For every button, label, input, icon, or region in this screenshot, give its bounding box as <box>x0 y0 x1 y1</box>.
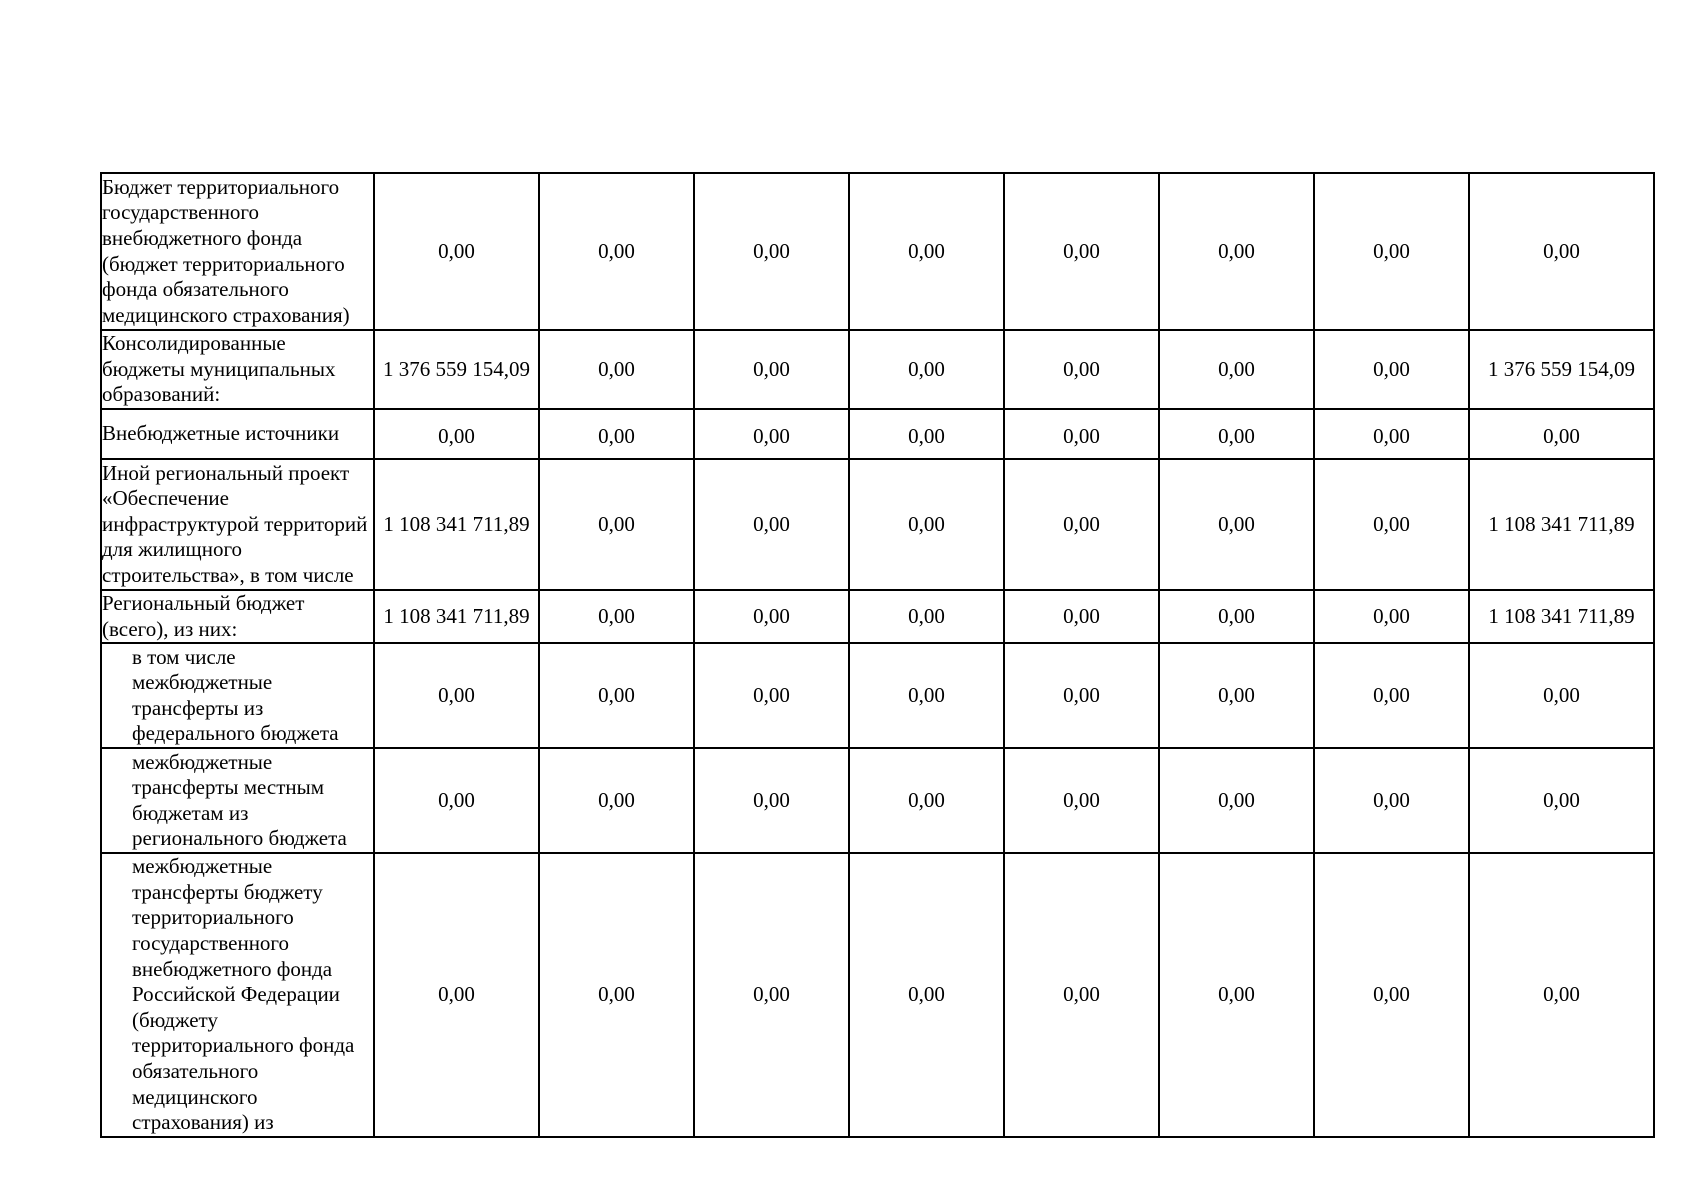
value-cell: 0,00 <box>694 330 849 409</box>
value-cell: 0,00 <box>1314 459 1469 590</box>
row-label: межбюджетные трансферты местным бюджетам из регионального бюджета <box>101 748 374 853</box>
value-cell: 0,00 <box>1314 409 1469 459</box>
row-label: Бюджет территориального государственного внебюджетного фонда (бюджет территориального фонда обязательного медицинского страхования) <box>101 173 374 330</box>
value-cell: 0,00 <box>1469 643 1654 748</box>
value-cell: 0,00 <box>1004 590 1159 643</box>
value-cell: 0,00 <box>539 459 694 590</box>
table-row <box>101 409 1654 459</box>
value-cell: 0,00 <box>849 330 1004 409</box>
value-cell: 0,00 <box>694 590 849 643</box>
table-row <box>101 748 1654 853</box>
value-cell: 0,00 <box>694 643 849 748</box>
value-cell: 0,00 <box>1314 853 1469 1137</box>
value-cell: 0,00 <box>1004 330 1159 409</box>
table-row <box>101 173 1654 330</box>
value-cell: 0,00 <box>374 409 539 459</box>
table-row <box>101 330 1654 409</box>
value-cell: 0,00 <box>1314 173 1469 330</box>
value-cell: 0,00 <box>539 853 694 1137</box>
value-cell: 0,00 <box>849 748 1004 853</box>
value-cell: 0,00 <box>1159 853 1314 1137</box>
value-cell: 0,00 <box>694 748 849 853</box>
value-cell: 0,00 <box>1004 459 1159 590</box>
value-cell: 0,00 <box>694 853 849 1137</box>
value-cell: 0,00 <box>1004 643 1159 748</box>
value-cell: 0,00 <box>539 590 694 643</box>
table-row <box>101 643 1654 748</box>
value-cell: 0,00 <box>1004 748 1159 853</box>
value-cell: 0,00 <box>539 330 694 409</box>
row-label: Консолидированные бюджеты муниципальных образований: <box>101 330 374 409</box>
value-cell: 0,00 <box>539 643 694 748</box>
value-cell: 0,00 <box>1159 643 1314 748</box>
value-cell: 1 376 559 154,09 <box>1469 330 1654 409</box>
value-cell: 0,00 <box>1314 748 1469 853</box>
value-cell: 0,00 <box>1159 590 1314 643</box>
value-cell: 0,00 <box>1469 853 1654 1137</box>
row-label: межбюджетные трансферты бюджету территориального государственного внебюджетного фонда Российской Федерации (бюджету территориального фонда обязательного медицинского страхования) из <box>101 853 374 1137</box>
value-cell: 0,00 <box>1159 459 1314 590</box>
table-row <box>101 853 1654 1137</box>
value-cell: 0,00 <box>539 173 694 330</box>
value-cell: 0,00 <box>849 409 1004 459</box>
budget-table <box>100 172 1655 1138</box>
value-cell: 0,00 <box>1469 748 1654 853</box>
row-label: Внебюджетные источники <box>101 409 374 459</box>
value-cell: 0,00 <box>849 643 1004 748</box>
value-cell: 0,00 <box>1159 409 1314 459</box>
value-cell: 0,00 <box>1314 330 1469 409</box>
value-cell: 0,00 <box>849 173 1004 330</box>
value-cell: 0,00 <box>849 853 1004 1137</box>
row-label: в том числе межбюджетные трансферты из федерального бюджета <box>101 643 374 748</box>
value-cell: 1 376 559 154,09 <box>374 330 539 409</box>
value-cell: 1 108 341 711,89 <box>374 590 539 643</box>
value-cell: 0,00 <box>374 853 539 1137</box>
value-cell: 0,00 <box>1469 409 1654 459</box>
value-cell: 0,00 <box>849 590 1004 643</box>
value-cell: 0,00 <box>1159 173 1314 330</box>
value-cell: 0,00 <box>374 748 539 853</box>
table-row <box>101 590 1654 643</box>
value-cell: 0,00 <box>374 643 539 748</box>
value-cell: 0,00 <box>1314 590 1469 643</box>
value-cell: 0,00 <box>1004 409 1159 459</box>
value-cell: 1 108 341 711,89 <box>1469 590 1654 643</box>
value-cell: 0,00 <box>1004 853 1159 1137</box>
value-cell: 0,00 <box>539 409 694 459</box>
value-cell: 0,00 <box>1159 330 1314 409</box>
row-label: Региональный бюджет (всего), из них: <box>101 590 374 643</box>
value-cell: 0,00 <box>1004 173 1159 330</box>
value-cell: 1 108 341 711,89 <box>374 459 539 590</box>
value-cell: 0,00 <box>694 409 849 459</box>
value-cell: 0,00 <box>1469 173 1654 330</box>
value-cell: 0,00 <box>849 459 1004 590</box>
value-cell: 0,00 <box>694 173 849 330</box>
table-row <box>101 459 1654 590</box>
row-label: Иной региональный проект «Обеспечение инфраструктурой территорий для жилищного строительства», в том числе <box>101 459 374 590</box>
value-cell: 1 108 341 711,89 <box>1469 459 1654 590</box>
value-cell: 0,00 <box>1159 748 1314 853</box>
value-cell: 0,00 <box>1314 643 1469 748</box>
value-cell: 0,00 <box>374 173 539 330</box>
value-cell: 0,00 <box>694 459 849 590</box>
value-cell: 0,00 <box>539 748 694 853</box>
